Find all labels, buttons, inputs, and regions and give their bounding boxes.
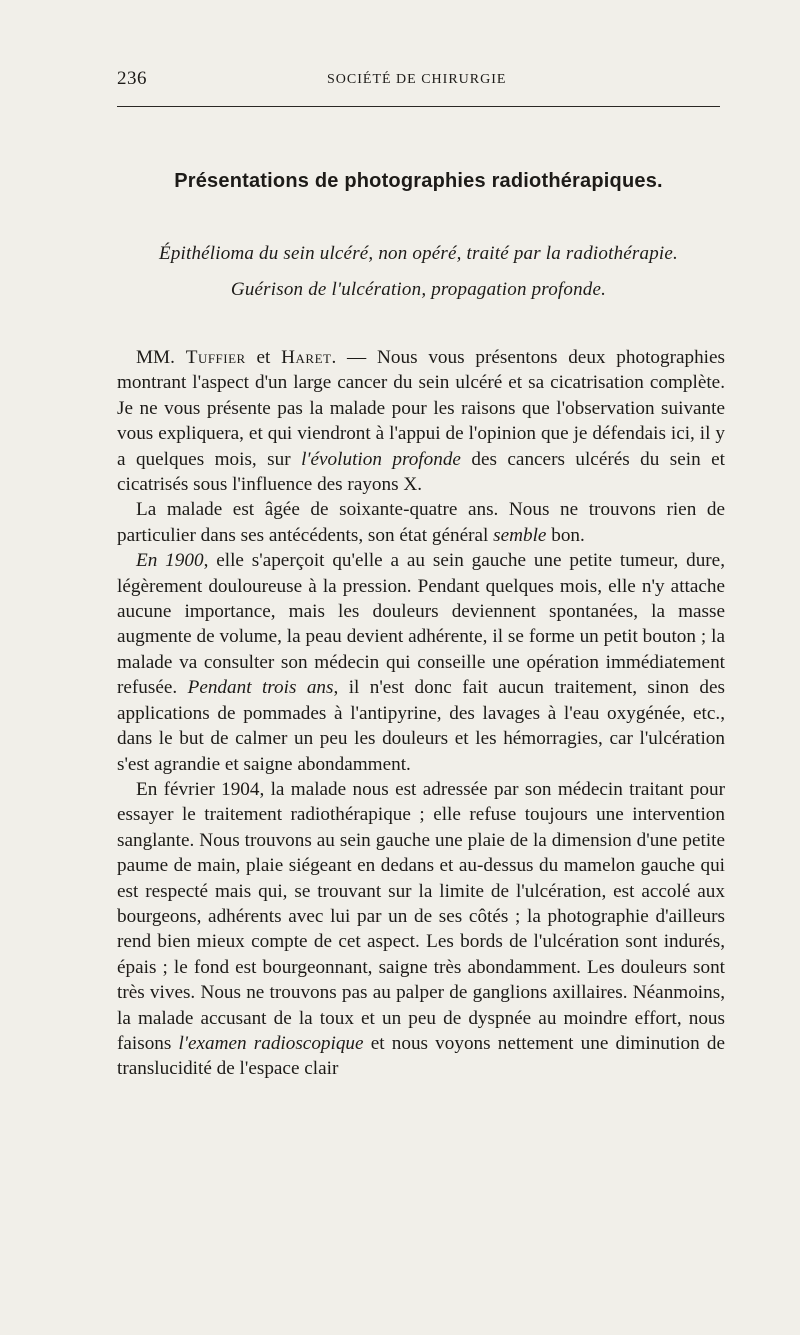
body-text (117, 345, 725, 1082)
subtitle-line-2: Guérison de l'ulcération, propagation profonde. (230, 279, 607, 300)
header-rule (117, 106, 720, 107)
paragraph-1 (117, 345, 725, 497)
paragraph-2-text-a: La malade est âgée de soixante-quatre ans. Nous ne trouvons rien de particulier dans ses antécédents, son état général (117, 499, 725, 546)
paragraph-3-text-b: , il n'est donc fait aucun traitement, sinon des applications de pommades à l'antipyrine, des lavages à l'eau oxygénée, etc., dans le but de calmer un peu les douleurs et les hémorragies, car l'ulcération s'est agrandie et saigne abondamment. (117, 677, 725, 775)
paragraph-4-text-a: En février 1904, la malade nous est adressée par son médecin traitant pour essayer le traitement radiothérapique ; elle refuse toujours une intervention sanglante. Nous trouvons au sein gauche une plaie de la dimension d'une petite paume de main, plaie siégeant en dedans et au-dessus du mamelon gauche qui est respecté mais qui, se trouvant sur la limite de l'ulcération, est accolé aux bourgeons, adhérents avec lui par un de ses côtés ; la photographie d'ailleurs rend bien mieux compte de cet aspect. Les bords de l'ulcération sont indurés, épais ; le fond est bourgeonnant, saigne très abondamment. Les douleurs sont très vives. Nous ne trouvons pas au palper de ganglions axillaires. Néanmoins, la malade accusant de la toux et un peu de dyspnée au moindre effort, nous faisons (117, 778, 725, 1054)
paragraph-4-text-b: et nous voyons nettement une diminution de translucidité de l'espace clair (117, 1032, 726, 1080)
paragraph-4-emphasis: l'examen radioscopique (178, 1032, 364, 1054)
paragraph-3 (117, 548, 725, 777)
author-haret: Haret (281, 347, 332, 368)
paragraph-2-emphasis: semble (493, 524, 547, 546)
paragraph-3-emphasis-1: En 1900 (136, 550, 204, 572)
running-head: SOCIÉTÉ DE CHIRURGIE (327, 72, 507, 87)
paragraph-3-emphasis-2: Pendant trois ans (187, 677, 334, 699)
paragraph-2 (117, 497, 725, 548)
authors-prefix: MM. (136, 347, 186, 368)
subtitle-line-1: Épithélioma du sein ulcéré, non opéré, traité par la radiothérapie. (159, 243, 678, 264)
paragraph-1-text-b: des cancers ulcérés du sein et cicatrisés sous l'influence des rayons X. (117, 448, 725, 496)
paragraph-2-text-b: bon. (546, 524, 585, 546)
paragraph-1-text-a: . — Nous vous présentons deux photographies montrant l'aspect d'un large cancer du sein ulcéré et sa cicatrisation complète. Je ne vous présente pas la malade pour les raisons que l'observation suivante vous expliquera, et qui viendront à l'appui de l'opinion que je défendais ici, il y a quelques mois, sur (117, 347, 725, 470)
author-tuffier: Tuffier (185, 347, 246, 368)
section-title: Présentations de photographies radiothérapiques. (174, 170, 663, 192)
page-header (117, 68, 720, 96)
authors-conjunction: et (245, 347, 282, 368)
page-number: 236 (117, 68, 147, 89)
paragraph-3-text-a: , elle s'aperçoit qu'elle a au sein gauche une petite tumeur, dure, légèrement douloureuse à la pression. Pendant quelques mois, elle n'y attache aucune importance, mais les douleurs deviennent spontanées, la masse augmente de volume, la peau devient adhérente, il se forme un petit bouton ; la malade va consulter son médecin qui conseille une opération immédiatement refusée. (117, 550, 725, 699)
paragraph-1-emphasis: l'évolution profonde (301, 448, 461, 470)
paragraph-4 (117, 777, 725, 1082)
